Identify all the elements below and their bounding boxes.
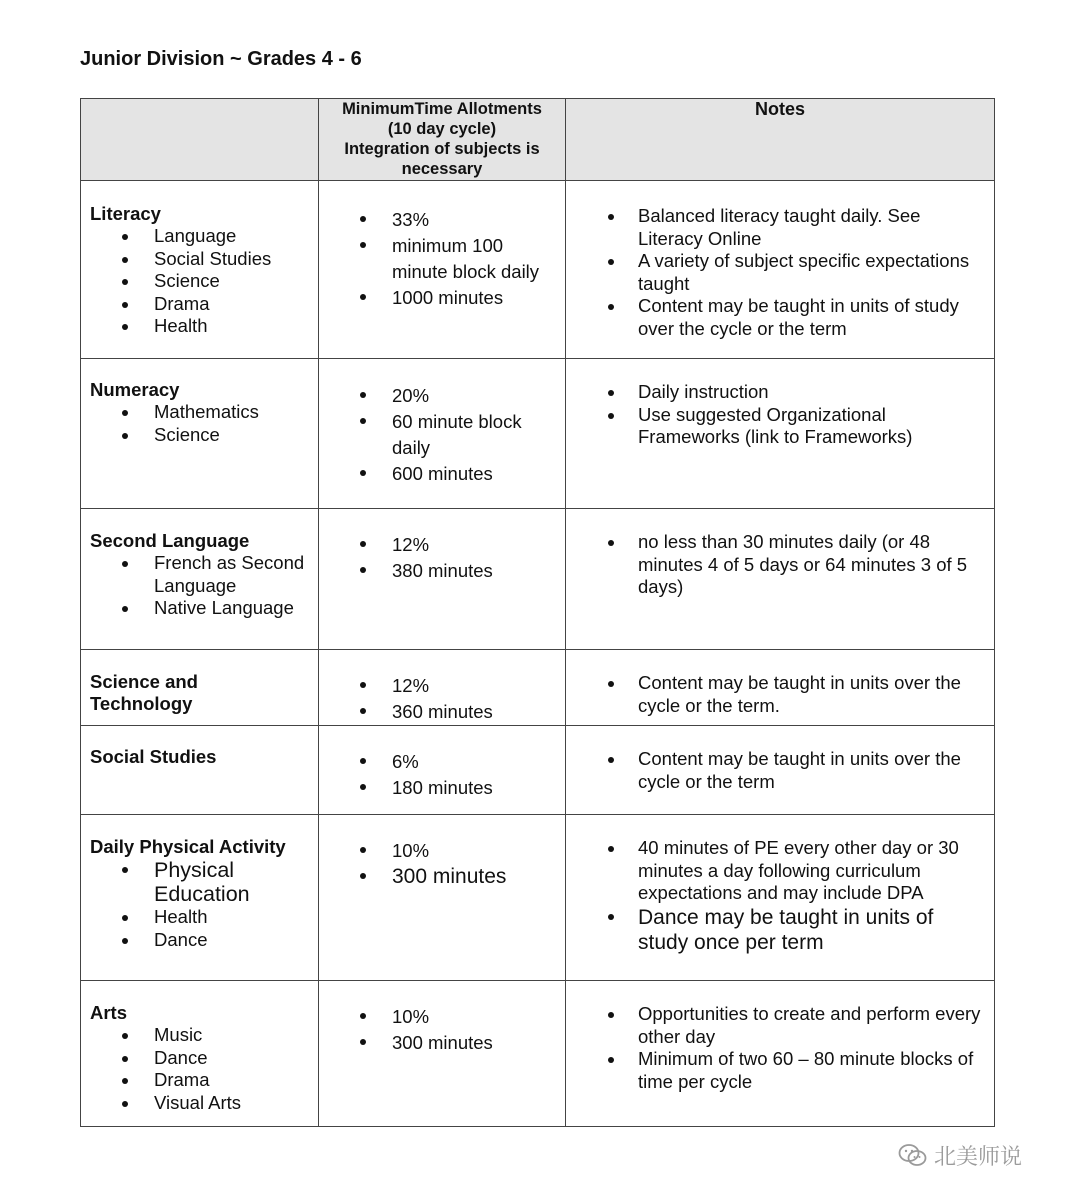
subject-item: Health [81, 315, 318, 338]
subject-items-list [81, 225, 318, 338]
header-time-line: MinimumTime Allotments [342, 100, 542, 118]
subject-name-line: Daily Physical Activity [90, 836, 286, 857]
subject-name-line: Science and [90, 671, 198, 692]
note-item: Dance may be taught in units of study once per term [566, 905, 994, 955]
time-item: 380 minutes [319, 558, 565, 584]
header-row [81, 99, 995, 181]
subject-cell [81, 981, 319, 1127]
subject-row [81, 181, 995, 359]
time-item: 12% [319, 673, 565, 699]
subject-name [81, 746, 318, 768]
subject-name-line: Second Language [90, 530, 250, 551]
subject-name [81, 671, 318, 715]
subject-row [81, 359, 995, 509]
subject-item: Drama [81, 293, 318, 316]
notes-cell [566, 815, 995, 981]
subject-items-list [81, 552, 318, 620]
time-item: 360 minutes [319, 699, 565, 725]
time-cell [319, 509, 566, 650]
subject-cell [81, 815, 319, 981]
subject-cell [81, 726, 319, 815]
note-item: Balanced literacy taught daily. See Literacy Online [566, 205, 994, 250]
notes-list [566, 748, 994, 793]
time-cell [319, 815, 566, 981]
note-item: 40 minutes of PE every other day or 30 minutes a day following curriculum expectations and may include DPA [566, 837, 994, 905]
notes-cell [566, 981, 995, 1127]
subject-item: French as Second Language [81, 552, 318, 597]
subject-item: Dance [81, 1047, 318, 1070]
watermark [898, 1140, 1022, 1171]
subject-item: Social Studies [81, 248, 318, 271]
subject-row [81, 726, 995, 815]
header-notes-cell: Notes [566, 99, 995, 181]
subject-name-line: Numeracy [90, 379, 180, 400]
notes-list [566, 531, 994, 599]
page-title: Junior Division ~ Grades 4 - 6 [80, 48, 362, 70]
time-item: 300 minutes [319, 1030, 565, 1056]
subject-item: Science [81, 424, 318, 447]
subject-items-list [81, 401, 318, 446]
note-item: Minimum of two 60 – 80 minute blocks of time per cycle [566, 1048, 994, 1093]
subject-cell [81, 359, 319, 509]
time-item: 10% [319, 838, 565, 864]
subject-item: Music [81, 1024, 318, 1047]
subject-name [81, 836, 318, 858]
subject-cell [81, 181, 319, 359]
subject-item: Visual Arts [81, 1092, 318, 1115]
note-item: Content may be taught in units over the cycle or the term [566, 748, 994, 793]
note-item: Content may be taught in units over the cycle or the term. [566, 672, 994, 717]
wechat-icon [898, 1143, 928, 1169]
notes-cell [566, 726, 995, 815]
subject-row [81, 509, 995, 650]
time-item: 20% [319, 383, 565, 409]
note-item: A variety of subject specific expectations taught [566, 250, 994, 295]
notes-list [566, 672, 994, 717]
time-item: 12% [319, 532, 565, 558]
time-list [319, 383, 565, 487]
time-list [319, 673, 565, 725]
notes-list [566, 837, 994, 955]
notes-list [566, 1003, 994, 1093]
subject-name-line: Social Studies [90, 746, 217, 767]
time-item: minimum 100 minute block daily [319, 233, 565, 285]
subject-cell [81, 509, 319, 650]
notes-cell [566, 509, 995, 650]
time-cell [319, 359, 566, 509]
header-time-line: necessary [401, 160, 483, 178]
time-cell [319, 981, 566, 1127]
time-item: 300 minutes [319, 864, 565, 890]
note-item: Use suggested Organizational Frameworks (link to Frameworks) [566, 404, 994, 449]
notes-cell [566, 359, 995, 509]
subject-row [81, 815, 995, 981]
header-blank-cell [81, 99, 319, 181]
time-item: 10% [319, 1004, 565, 1030]
subject-item: Mathematics [81, 401, 318, 424]
notes-cell [566, 181, 995, 359]
time-item: 600 minutes [319, 461, 565, 487]
subject-item: Native Language [81, 597, 318, 620]
subject-cell [81, 650, 319, 726]
subject-items-list [81, 1024, 318, 1114]
header-time-line: (10 day cycle) [387, 120, 497, 138]
subject-items-list [81, 858, 318, 951]
time-item: 180 minutes [319, 775, 565, 801]
note-item: no less than 30 minutes daily (or 48 minutes 4 of 5 days or 64 minutes 3 of 5 days) [566, 531, 994, 599]
watermark-text: 北美师说 [934, 1144, 1023, 1169]
subject-item: Language [81, 225, 318, 248]
subject-name [81, 530, 318, 552]
time-cell [319, 181, 566, 359]
time-allotment-table [80, 98, 995, 1127]
subject-row [81, 981, 995, 1127]
time-item: 60 minute block daily [319, 409, 565, 461]
subject-name [81, 203, 318, 225]
subject-row [81, 650, 995, 726]
notes-list [566, 381, 994, 449]
time-list [319, 749, 565, 801]
time-list [319, 838, 565, 890]
time-cell [319, 650, 566, 726]
subject-name-line: Technology [90, 693, 193, 714]
subject-name [81, 379, 318, 401]
notes-cell [566, 650, 995, 726]
note-item: Daily instruction [566, 381, 994, 404]
subject-item: Physical Education [81, 858, 318, 906]
time-item: 33% [319, 207, 565, 233]
subject-item: Science [81, 270, 318, 293]
notes-list [566, 205, 994, 340]
time-list [319, 1004, 565, 1056]
note-item: Content may be taught in units of study over the cycle or the term [566, 295, 994, 340]
header-time-line: Integration of subjects is [344, 140, 540, 158]
subject-name [81, 1002, 318, 1024]
time-cell [319, 726, 566, 815]
subject-item: Drama [81, 1069, 318, 1092]
note-item: Opportunities to create and perform every other day [566, 1003, 994, 1048]
subject-item: Health [81, 906, 318, 929]
subject-item: Dance [81, 929, 318, 952]
time-item: 6% [319, 749, 565, 775]
time-list [319, 207, 565, 311]
subject-name-line: Literacy [90, 203, 161, 224]
subject-name-line: Arts [90, 1002, 128, 1023]
time-item: 1000 minutes [319, 285, 565, 311]
header-time-cell [319, 99, 566, 181]
time-list [319, 532, 565, 584]
